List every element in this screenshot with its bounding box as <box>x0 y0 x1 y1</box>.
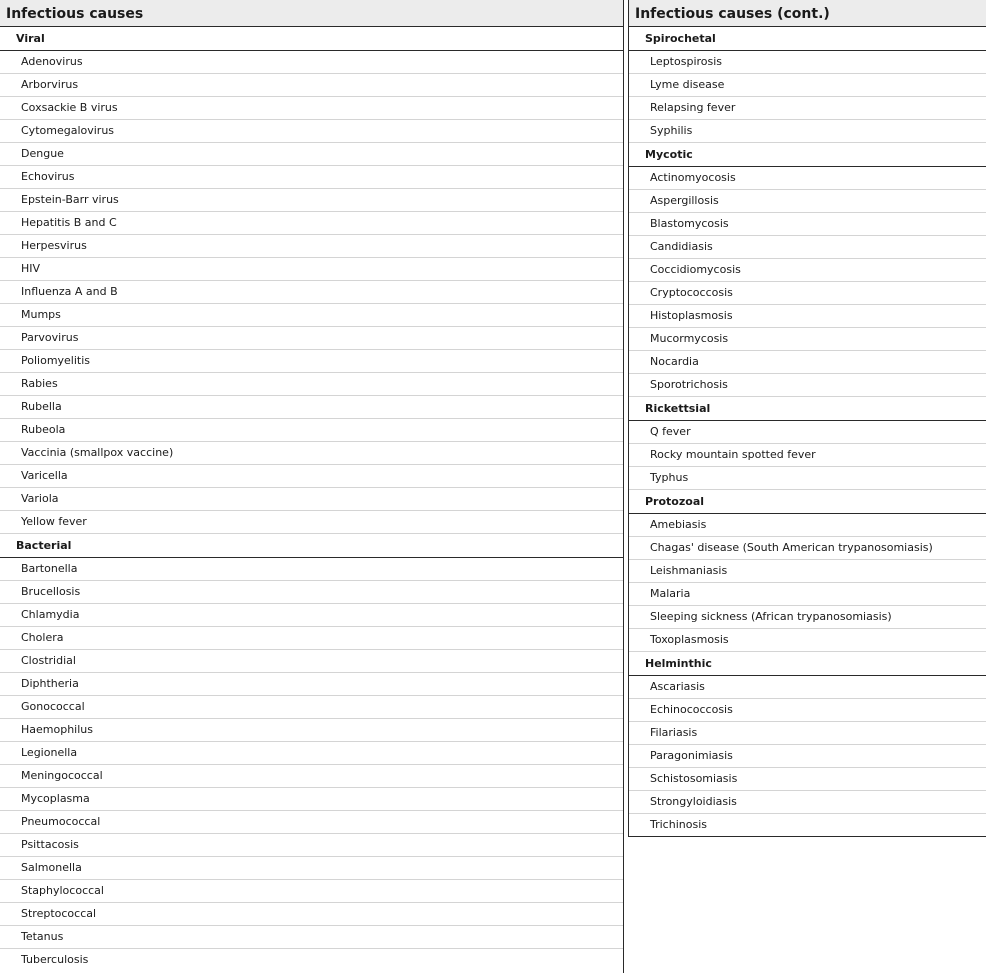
section-header-protozoal: Protozoal <box>629 490 986 514</box>
table-row: Vaccinia (smallpox vaccine) <box>0 442 623 465</box>
table-row: Toxoplasmosis <box>629 629 986 652</box>
table-row: Legionella <box>0 742 623 765</box>
table-row: Hepatitis B and C <box>0 212 623 235</box>
section-header-mycotic: Mycotic <box>629 143 986 167</box>
table-row: Dengue <box>0 143 623 166</box>
table-row: Varicella <box>0 465 623 488</box>
table-row: Brucellosis <box>0 581 623 604</box>
section-header-bacterial: Bacterial <box>0 534 623 558</box>
table-row: Diphtheria <box>0 673 623 696</box>
table-row: Echovirus <box>0 166 623 189</box>
table-row: Leishmaniasis <box>629 560 986 583</box>
table-body <box>0 27 623 971</box>
table-row: Rubeola <box>0 419 623 442</box>
table-row: Cholera <box>0 627 623 650</box>
table-row: Streptococcal <box>0 903 623 926</box>
table-row: Syphilis <box>629 120 986 143</box>
table-row: Coxsackie B virus <box>0 97 623 120</box>
table-row: Clostridial <box>0 650 623 673</box>
table-row: Mycoplasma <box>0 788 623 811</box>
table-row: Epstein-Barr virus <box>0 189 623 212</box>
table-row: Filariasis <box>629 722 986 745</box>
table-row: Paragonimiasis <box>629 745 986 768</box>
table-row: Bartonella <box>0 558 623 581</box>
table-row: Cryptococcosis <box>629 282 986 305</box>
table-row: Rubella <box>0 396 623 419</box>
table-row: Chagas' disease (South American trypanosomiasis) <box>629 537 986 560</box>
table-row: Herpesvirus <box>0 235 623 258</box>
table-row: Malaria <box>629 583 986 606</box>
table-row: Amebiasis <box>629 514 986 537</box>
table-row: Tetanus <box>0 926 623 949</box>
table-row: Arborvirus <box>0 74 623 97</box>
table-row: Chlamydia <box>0 604 623 627</box>
table-row: Leptospirosis <box>629 51 986 74</box>
table-row: Meningococcal <box>0 765 623 788</box>
section-header-rickettsial: Rickettsial <box>629 397 986 421</box>
table-row: Cytomegalovirus <box>0 120 623 143</box>
table-row: HIV <box>0 258 623 281</box>
table-row: Trichinosis <box>650 818 707 831</box>
table-row: Influenza A and B <box>0 281 623 304</box>
table-row: Mucormycosis <box>629 328 986 351</box>
table-row: Lyme disease <box>629 74 986 97</box>
table-row: Rocky mountain spotted fever <box>629 444 986 467</box>
table-row: Ascariasis <box>629 676 986 699</box>
table-row: Sporotrichosis <box>629 374 986 397</box>
table-row: Blastomycosis <box>629 213 986 236</box>
table-row: Rabies <box>0 373 623 396</box>
table-row: Variola <box>0 488 623 511</box>
table-row: Coccidiomycosis <box>629 259 986 282</box>
infectious-causes-cont-table <box>628 0 986 837</box>
table-row: Actinomyocosis <box>629 167 986 190</box>
table-row: Q fever <box>629 421 986 444</box>
section-header-spirochetal: Spirochetal <box>629 27 986 51</box>
table-row: Schistosomiasis <box>629 768 986 791</box>
table-row: Relapsing fever <box>629 97 986 120</box>
table-row: Typhus <box>629 467 986 490</box>
table-row: Yellow fever <box>0 511 623 534</box>
table-row: Echinococcosis <box>629 699 986 722</box>
section-header-helminthic: Helminthic <box>629 652 986 676</box>
table-row: Aspergillosis <box>629 190 986 213</box>
table-row: Tuberculosis <box>21 953 89 966</box>
table-row: Gonococcal <box>0 696 623 719</box>
table-row: Sleeping sickness (African trypanosomiasis) <box>629 606 986 629</box>
table-row: Parvovirus <box>0 327 623 350</box>
table-row: Haemophilus <box>0 719 623 742</box>
table-row: Histoplasmosis <box>629 305 986 328</box>
table-title: Infectious causes (cont.) <box>629 0 986 27</box>
table-title: Infectious causes <box>0 0 623 27</box>
table-row: Nocardia <box>629 351 986 374</box>
table-row: Candidiasis <box>629 236 986 259</box>
table-row: Psittacosis <box>0 834 623 857</box>
table-row: Adenovirus <box>0 51 623 74</box>
table-row: Poliomyelitis <box>0 350 623 373</box>
table-body <box>629 27 986 836</box>
table-row: Mumps <box>0 304 623 327</box>
table-row: Pneumococcal <box>0 811 623 834</box>
table-row: Strongyloidiasis <box>629 791 986 814</box>
section-header-viral: Viral <box>0 27 623 51</box>
table-row: Salmonella <box>0 857 623 880</box>
table-row: Staphylococcal <box>0 880 623 903</box>
